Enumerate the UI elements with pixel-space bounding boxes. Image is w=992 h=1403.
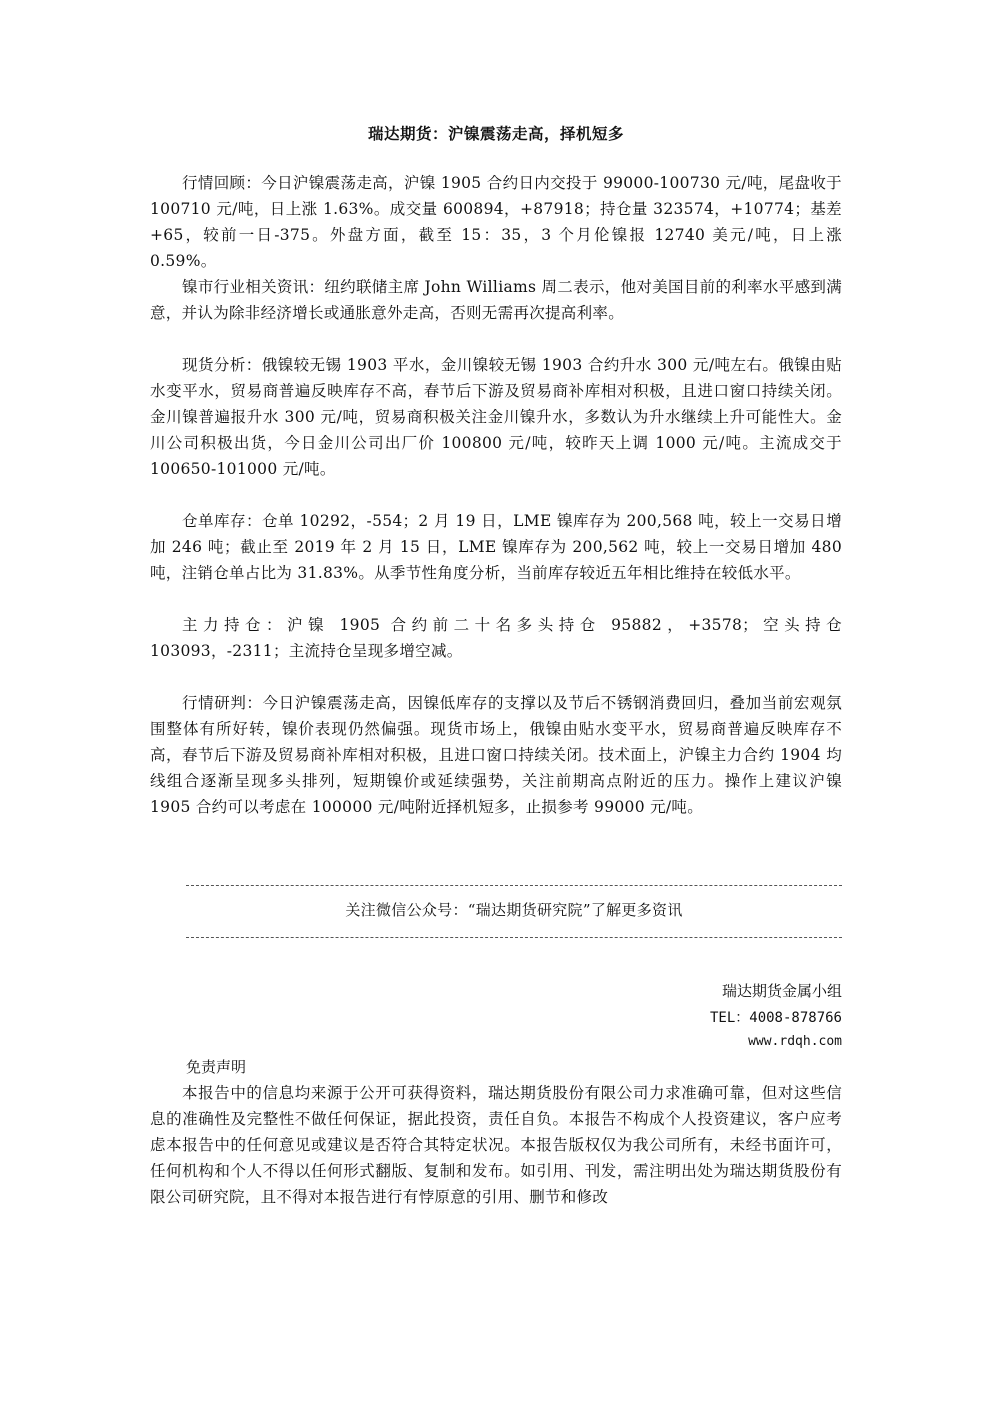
disclaimer-text: 本报告中的信息均来源于公开可获得资料，瑞达期货股份有限公司力求准确可靠，但对这些信息的准确性及完整性不做任何保证，据此投资，责任自负。本报告不构成个人投资建议，客户应考虑本报告中的任何意见或建议是否符合其特定状况。本报告版权仅为我公司所有，未经书面许可，任何机构和个人不得以任何形式翻版、复制和发布。如引用、刊发，需注明出处为瑞达期货股份有限公司研究院，且不得对本报告进行有悖原意的引用、删节和修改 bbox=[150, 1084, 842, 1206]
industry-news-paragraph: 镍市行业相关资讯：纽约联储主席 John Williams 周二表示，他对美国目前的利率水平感到满意，并认为除非经济增长或通胀意外走高，否则无需再次提高利率。 bbox=[150, 278, 842, 322]
disclaimer-title: 免责声明 bbox=[186, 1058, 247, 1076]
outlook-paragraph: 行情研判：今日沪镍震荡走高，因镍低库存的支撑以及节后不锈钢消费回归，叠加当前宏观氛围整体有所好转，镍价表现仍然偏强。现货市场上，俄镍由贴水变平水，贸易商普遍反映库存不高，春节后下游及贸易商补库相对积极，且进口窗口持续关闭。技术面上，沪镍主力合约 1904 均线组合逐渐呈现多头排列，短期镍价或延续强势，关注前期高点附近的压力。操作上建议沪镍 1905 合约可以考虑在 100000 元/吨附近择机短多，止损参考 99000 元/吨。 bbox=[150, 694, 842, 816]
follow-wechat-text: 关注微信公众号：“瑞达期货研究院”了解更多资讯 bbox=[345, 901, 683, 919]
report-title: 瑞达期货：沪镍震荡走高，择机短多 bbox=[367, 125, 624, 143]
spot-analysis-paragraph: 现货分析：俄镍较无锡 1903 平水，金川镍较无锡 1903 合约升水 300 元/吨左右。俄镍由贴水变平水，贸易商普遍反映库存不高，春节后下游及贸易商补库相对积极，且进口窗口持续关闭。金川镍普遍报升水 300 元/吨，贸易商积极关注金川镍升水，多数认为升水继续上升可能性大。金川公司积极出货，今日金川公司出厂价 100800 元/吨，较昨天上调 1000 元/吨。主流成交于 100650-101000 元/吨。 bbox=[150, 356, 842, 478]
team-name: 瑞达期货金属小组 bbox=[721, 982, 842, 1000]
website-link[interactable]: www.rdqh.com bbox=[748, 1034, 842, 1049]
divider-top bbox=[186, 885, 842, 886]
divider-bottom bbox=[186, 937, 842, 938]
inventory-paragraph: 仓单库存：仓单 10292，-554；2 月 19 日，LME 镍库存为 200,568 吨，较上一交易日增加 246 吨；截止至 2019 年 2 月 15 日，LME 镍库存为 200,562 吨，较上一交易日增加 480 吨，注销仓单占比为 31.83%。从季节性角度分析，当前库存较近五年相比维持在较低水平。 bbox=[150, 512, 842, 582]
telephone: TEL：4008-878766 bbox=[709, 1010, 842, 1026]
market-review-paragraph: 行情回顾：今日沪镍震荡走高，沪镍 1905 合约日内交投于 99000-100730 元/吨，尾盘收于 100710 元/吨，日上涨 1.63%。成交量 600894，+87918；持仓量 323574，+10774；基差+65，较前一日-375。外盘方面，截至 15：35，3 个月伦镍报 12740 美元/吨，日上涨 0.59%。 bbox=[150, 174, 842, 270]
main-positions-paragraph: 主力持仓：沪镍 1905 合约前二十名多头持仓 95882，+3578；空头持仓 103093，-2311；主流持仓呈现多增空减。 bbox=[150, 616, 842, 660]
